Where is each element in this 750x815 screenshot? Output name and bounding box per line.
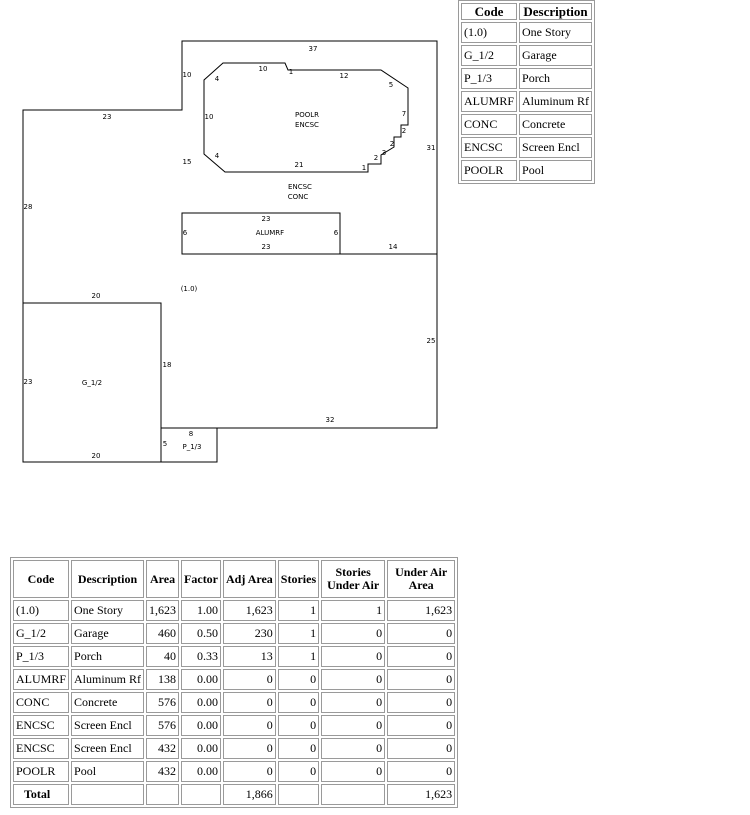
label-pool-top-b: 1: [288, 68, 294, 76]
legend-code-cell: ALUMRF: [461, 91, 517, 112]
summary-stories-under-air-cell: 0: [321, 646, 385, 667]
summary-under-air-area-cell: 0: [387, 761, 455, 782]
summary-row: [13, 738, 455, 759]
label-porch-left: 5: [162, 440, 168, 448]
summary-stories-under-air-cell: 0: [321, 738, 385, 759]
summary-adj-area-cell: 1,623: [223, 600, 276, 621]
summary-adj-area-cell: 0: [223, 761, 276, 782]
summary-row: [13, 600, 455, 621]
legend-code-cell: G_1/2: [461, 45, 517, 66]
legend-code-cell: CONC: [461, 114, 517, 135]
summary-area-cell: 576: [146, 692, 179, 713]
summary-description-cell: Screen Encl: [71, 715, 144, 736]
summary-code-cell: P_1/3: [13, 646, 69, 667]
label-house-left: 28: [23, 203, 33, 211]
summary-stories-under-air-cell: 0: [321, 623, 385, 644]
label-alum-bottom: 23: [261, 243, 271, 251]
floor-plan-sketch: [0, 0, 455, 470]
label-pool-top-c: 12: [339, 72, 349, 80]
summary-stories-under-air-cell: 0: [321, 761, 385, 782]
summary-description-cell: Garage: [71, 623, 144, 644]
legend-row: [461, 160, 592, 181]
label-garage-top: 20: [91, 292, 101, 300]
summary-adj-area-cell: 0: [223, 692, 276, 713]
label-garage-bottom: 20: [91, 452, 101, 460]
label-outer-right-upper: 31: [426, 144, 436, 152]
label-pool-bottom: 21: [294, 161, 304, 169]
summary-stories-cell: 1: [278, 600, 319, 621]
summary-header-code: Code: [13, 560, 69, 598]
summary-stories-cell: 0: [278, 669, 319, 690]
legend-description-cell: Pool: [519, 160, 592, 181]
legend-description-cell: Porch: [519, 68, 592, 89]
summary-area-cell: 576: [146, 715, 179, 736]
summary-code-cell: ENCSC: [13, 715, 69, 736]
area-summary-table: [10, 557, 458, 808]
legend-row: [461, 91, 592, 112]
legend-description-cell: Garage: [519, 45, 592, 66]
summary-adj-area-cell: 0: [223, 715, 276, 736]
summary-code-cell: ALUMRF: [13, 669, 69, 690]
summary-area-cell: 40: [146, 646, 179, 667]
summary-header-stories-under-air: Stories Under Air: [321, 560, 385, 598]
legend-code-cell: P_1/3: [461, 68, 517, 89]
summary-description-cell: One Story: [71, 600, 144, 621]
total-stories-under-air: [321, 784, 385, 805]
summary-under-air-area-cell: 0: [387, 738, 455, 759]
legend-description-cell: Concrete: [519, 114, 592, 135]
summary-code-cell: G_1/2: [13, 623, 69, 644]
label-pool-right-a: 5: [388, 81, 394, 89]
label-garage-left: 23: [23, 378, 33, 386]
label-pool-right-f: 2: [373, 154, 379, 162]
label-garage-name: G_1/2: [81, 379, 103, 387]
total-factor: [181, 784, 221, 805]
summary-area-cell: 432: [146, 761, 179, 782]
label-outer-right-lower: 25: [426, 337, 436, 345]
label-deck-name-1: ENCSC: [288, 183, 312, 191]
total-area: [146, 784, 179, 805]
summary-total-row: [13, 784, 455, 805]
legend-header-code: Code: [461, 3, 517, 20]
summary-stories-cell: 0: [278, 715, 319, 736]
legend-code-cell: ENCSC: [461, 137, 517, 158]
summary-stories-under-air-cell: 1: [321, 600, 385, 621]
summary-row: [13, 715, 455, 736]
legend-description-cell: Aluminum Rf: [519, 91, 592, 112]
summary-description-cell: Porch: [71, 646, 144, 667]
summary-stories-cell: 0: [278, 761, 319, 782]
summary-header-adj-area: Adj Area: [223, 560, 276, 598]
label-house-id: (1.0): [180, 285, 198, 293]
label-pool-name-2: ENCSC: [295, 121, 319, 129]
summary-area-cell: 138: [146, 669, 179, 690]
label-alum-top: 23: [261, 215, 271, 223]
summary-factor-cell: 0.33: [181, 646, 221, 667]
summary-stories-cell: 1: [278, 646, 319, 667]
summary-stories-cell: 0: [278, 738, 319, 759]
summary-adj-area-cell: 230: [223, 623, 276, 644]
summary-adj-area-cell: 0: [223, 669, 276, 690]
summary-header-factor: Factor: [181, 560, 221, 598]
summary-stories-cell: 0: [278, 692, 319, 713]
label-alum-left: 6: [182, 229, 188, 237]
summary-header-under-air-area: Under Air Area: [387, 560, 455, 598]
label-pool-name-1: POOLR: [294, 111, 320, 119]
label-outer-left-top: 10: [182, 71, 192, 79]
legend-table: [458, 0, 595, 184]
legend-row: [461, 68, 592, 89]
summary-description-cell: Aluminum Rf: [71, 669, 144, 690]
label-pool-bottom-b: 1: [361, 164, 367, 172]
label-alum-right: 6: [333, 229, 339, 237]
summary-code-cell: CONC: [13, 692, 69, 713]
legend-row: [461, 137, 592, 158]
summary-row: [13, 761, 455, 782]
label-house-top: 23: [102, 113, 112, 121]
summary-under-air-area-cell: 0: [387, 623, 455, 644]
enclosure-outline: [23, 41, 437, 462]
summary-under-air-area-cell: 0: [387, 669, 455, 690]
summary-under-air-area-cell: 0: [387, 715, 455, 736]
legend-description-cell: Screen Encl: [519, 137, 592, 158]
label-pool-right-d: 2: [389, 140, 395, 148]
legend-row: [461, 22, 592, 43]
summary-row: [13, 623, 455, 644]
summary-area-cell: 460: [146, 623, 179, 644]
total-under-air-area: 1,623: [387, 784, 455, 805]
label-pool-left-bottom: 4: [214, 152, 220, 160]
label-pool-top-a: 10: [258, 65, 268, 73]
summary-header-area: Area: [146, 560, 179, 598]
summary-factor-cell: 0.00: [181, 715, 221, 736]
label-pool-right-c: 2: [401, 127, 407, 135]
summary-under-air-area-cell: 0: [387, 692, 455, 713]
summary-area-cell: 432: [146, 738, 179, 759]
summary-description-cell: Concrete: [71, 692, 144, 713]
summary-factor-cell: 0.00: [181, 738, 221, 759]
label-outer-left-mid: 15: [182, 158, 192, 166]
label-garage-right: 18: [162, 361, 172, 369]
label-pool-right-b: 7: [401, 110, 407, 118]
summary-description-cell: Pool: [71, 761, 144, 782]
summary-stories-under-air-cell: 0: [321, 692, 385, 713]
label-outer-top: 37: [308, 45, 318, 53]
summary-stories-under-air-cell: 0: [321, 669, 385, 690]
summary-under-air-area-cell: 1,623: [387, 600, 455, 621]
summary-under-air-area-cell: 0: [387, 646, 455, 667]
summary-stories-under-air-cell: 0: [321, 715, 385, 736]
summary-code-cell: POOLR: [13, 761, 69, 782]
summary-row: [13, 692, 455, 713]
summary-row: [13, 646, 455, 667]
label-deck-name-2: CONC: [287, 193, 309, 201]
legend-row: [461, 114, 592, 135]
total-adj-area: 1,866: [223, 784, 276, 805]
summary-code-cell: (1.0): [13, 600, 69, 621]
summary-header-description: Description: [71, 560, 144, 598]
label-pool-left-top: 4: [214, 75, 220, 83]
summary-row: [13, 669, 455, 690]
label-pool-right-e: 3: [381, 149, 387, 157]
label-pool-left: 10: [204, 113, 214, 121]
summary-factor-cell: 0.00: [181, 669, 221, 690]
legend-row: [461, 45, 592, 66]
legend-code-cell: (1.0): [461, 22, 517, 43]
label-alum-name: ALUMRF: [255, 229, 285, 237]
label-porch-name: P_1/3: [182, 443, 202, 451]
label-house-bottom: 32: [325, 416, 335, 424]
summary-factor-cell: 0.00: [181, 692, 221, 713]
summary-description-cell: Screen Encl: [71, 738, 144, 759]
summary-factor-cell: 0.00: [181, 761, 221, 782]
label-porch-top: 8: [188, 430, 194, 438]
legend-header-description: Description: [519, 3, 592, 20]
label-right-step: 14: [388, 243, 398, 251]
legend-code-cell: POOLR: [461, 160, 517, 181]
summary-factor-cell: 0.50: [181, 623, 221, 644]
summary-adj-area-cell: 0: [223, 738, 276, 759]
total-stories: [278, 784, 319, 805]
summary-adj-area-cell: 13: [223, 646, 276, 667]
summary-factor-cell: 1.00: [181, 600, 221, 621]
legend-description-cell: One Story: [519, 22, 592, 43]
total-label: Total: [13, 784, 69, 805]
summary-area-cell: 1,623: [146, 600, 179, 621]
summary-header-stories: Stories: [278, 560, 319, 598]
summary-code-cell: ENCSC: [13, 738, 69, 759]
summary-stories-cell: 1: [278, 623, 319, 644]
total-description: [71, 784, 144, 805]
